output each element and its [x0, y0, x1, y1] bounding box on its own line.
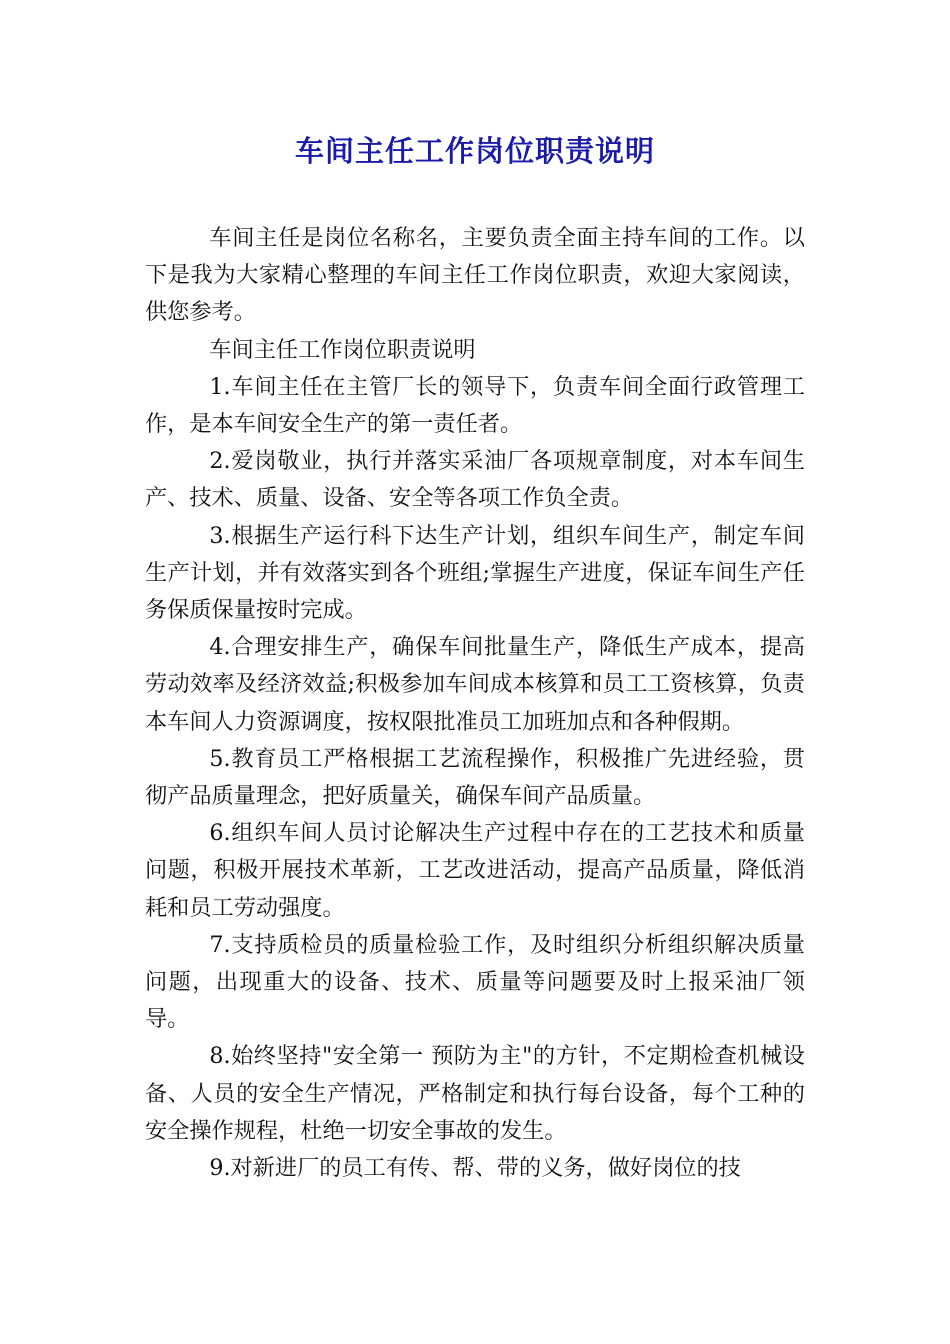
duty-item-6: 6.组织车间人员讨论解决生产过程中存在的工艺技术和质量问题，积极开展技术革新，工艺改进活动，提高产品质量，降低消耗和员工劳动强度。 [145, 820, 805, 921]
document-body [145, 220, 805, 1187]
duty-item-3: 3.根据生产运行科下达生产计划，组织车间生产，制定车间生产计划，并有效落实到各个班组;掌握生产进度，保证车间生产任务保质保量按时完成。 [145, 522, 805, 624]
intro-paragraph: 车间主任是岗位名称名，主要负责全面主持车间的工作。以下是我为大家精心整理的车间主任工作岗位职责，欢迎大家阅读，供您参考。 [145, 225, 805, 326]
document-title: 车间主任工作岗位职责说明 [294, 134, 655, 168]
duty-item-5: 5.教育员工严格根据工艺流程操作，积极推广先进经验，贯彻产品质量理念，把好质量关，确保车间产品质量。 [145, 745, 805, 810]
duty-item-2: 2.爱岗敬业，执行并落实采油厂各项规章制度，对本车间生产、技术、质量、设备、安全等各项工作负全责。 [145, 448, 805, 512]
duty-item-1: 1.车间主任在主管厂长的领导下，负责车间全面行政管理工作，是本车间安全生产的第一责任者。 [145, 373, 805, 438]
section-heading: 车间主任工作岗位职责说明 [209, 336, 476, 363]
duty-item-8: 8.始终坚持"安全第一 预防为主"的方针，不定期检查机械设备、人员的安全生产情况，严格制定和执行每台设备，每个工种的安全操作规程，杜绝一切安全事故的发生。 [145, 1043, 805, 1144]
duty-item-7: 7.支持质检员的质量检验工作，及时组织分析组织解决质量问题，出现重大的设备、技术、质量等问题要及时上报采油厂领导。 [145, 931, 805, 1033]
duty-item-4: 4.合理安排生产，确保车间批量生产，降低生产成本，提高劳动效率及经济效益;积极参加车间成本核算和员工工资核算，负责本车间人力资源调度，按权限批准员工加班加点和各种假期。 [145, 634, 805, 735]
duty-item-9: 9.对新进厂的员工有传、帮、带的义务，做好岗位的技 [209, 1155, 741, 1182]
